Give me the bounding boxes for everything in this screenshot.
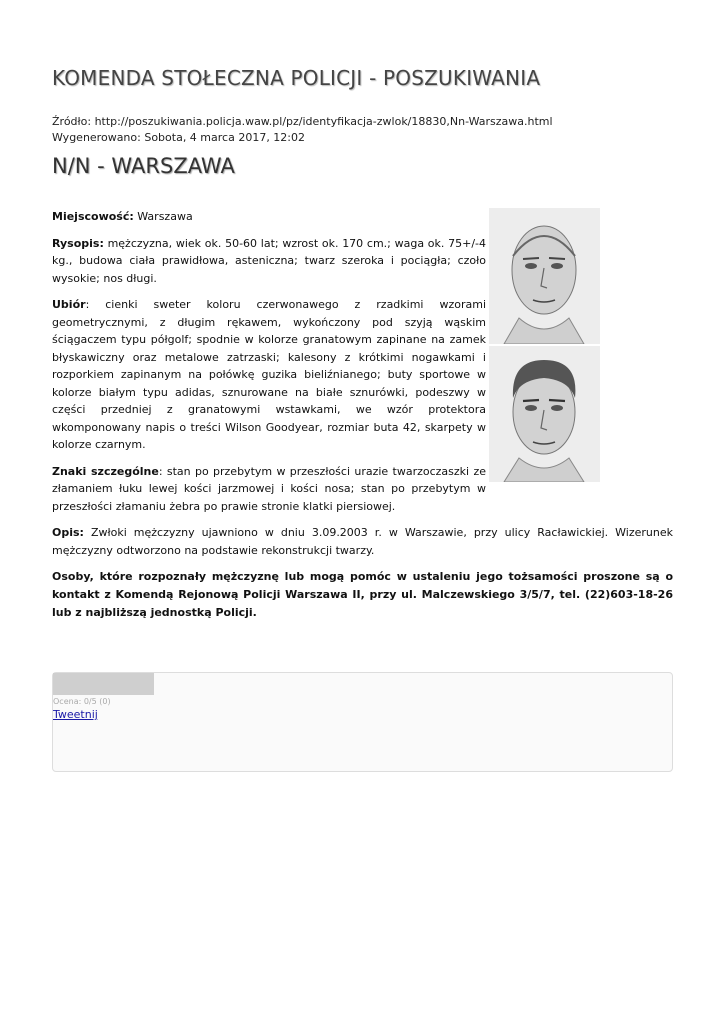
field-ubior bbox=[52, 296, 486, 454]
generated-line: Wygenerowano: Sobota, 4 marca 2017, 12:02 bbox=[52, 131, 306, 144]
field-miejscowosc bbox=[52, 208, 486, 226]
miejscowosc-value: Warszawa bbox=[133, 210, 193, 223]
rating-text: Ocena: 0/5 (0) bbox=[53, 697, 111, 706]
description bbox=[52, 208, 673, 631]
znaki-label: Znaki szczególne bbox=[52, 464, 159, 478]
field-opis bbox=[52, 524, 673, 559]
source-line: Źródło: http://poszukiwania.policja.waw.pl/pz/identyfikacja-zwlok/18830,Nn-Warszawa.html bbox=[52, 115, 553, 128]
rating-panel bbox=[52, 672, 673, 772]
rating-stars-bar[interactable] bbox=[53, 673, 154, 695]
miejscowosc-label: Miejscowość: bbox=[52, 210, 134, 223]
field-rysopis bbox=[52, 235, 486, 288]
page-title: N/N - WARSZAWA bbox=[52, 154, 235, 178]
field-znaki bbox=[52, 463, 486, 516]
rysopis-value: mężczyzna, wiek ok. 50-60 lat; wzrost ok. 170 cm.; waga ok. 75+/-4 kg., budowa ciała prawidłowa, asteniczna; twarz szeroka i pociągła; czoło wysokie; nos długi. bbox=[52, 236, 486, 285]
contact-appeal: Osoby, które rozpoznały mężczyznę lub mogą pomóc w ustaleniu jego tożsamości proszone są o kontakt z Komendą Rejonową Policji Warszawa II, przy ul. Malczewskiego 3/5/7, tel. (22)603-18-26 lub z najbliższą jednostką Policji. bbox=[52, 570, 673, 619]
rysopis-label: Rysopis: bbox=[52, 236, 104, 250]
opis-value: Zwłoki mężczyzny ujawniono w dniu 3.09.2003 r. w Warszawie, przy ulicy Racławickiej. Wizerunek mężczyzny odtworzono na podstawie rekonstrukcji twarzy. bbox=[52, 526, 673, 557]
opis-label: Opis: bbox=[52, 526, 84, 539]
tweet-link[interactable]: Tweetnij bbox=[53, 708, 98, 721]
site-title: KOMENDA STOŁECZNA POLICJI - POSZUKIWANIA bbox=[52, 66, 541, 90]
ubior-value: : cienki sweter koloru czerwonawego z rzadkimi wzorami geometrycznymi, z długim rękawem, wykończony pod szyją wąskim ściągaczem typu półgolf; spodnie w kolorze granatowym zapinane na zamek błyskawiczny oraz metalowe zatrzaski; kalesony z krótkimi nogawkami i rozporkiem zapinanym na połówkę guzika bieliźnianego; buty sportowe w kolorze białym typu adidas, sznurowane na białe sznurówki, podeszwy w części przedniej z granatowymi wstawkami, we wzór protektora wkomponowany napis o treści Wilson Goodyear, rozmiar buta 42, skarpety w kolorze czarnym. bbox=[52, 298, 486, 451]
meta-info bbox=[52, 114, 553, 146]
znaki-value: : stan po przebytym w przeszłości urazie twarzoczaszki ze złamaniem łuku lewej kości jarzmowej i kości nosa; stan po przebytym w przeszłości złamaniu żebra po prawie stronie klatki piersiowej. bbox=[52, 464, 486, 513]
ubior-label: Ubiór bbox=[52, 298, 86, 311]
